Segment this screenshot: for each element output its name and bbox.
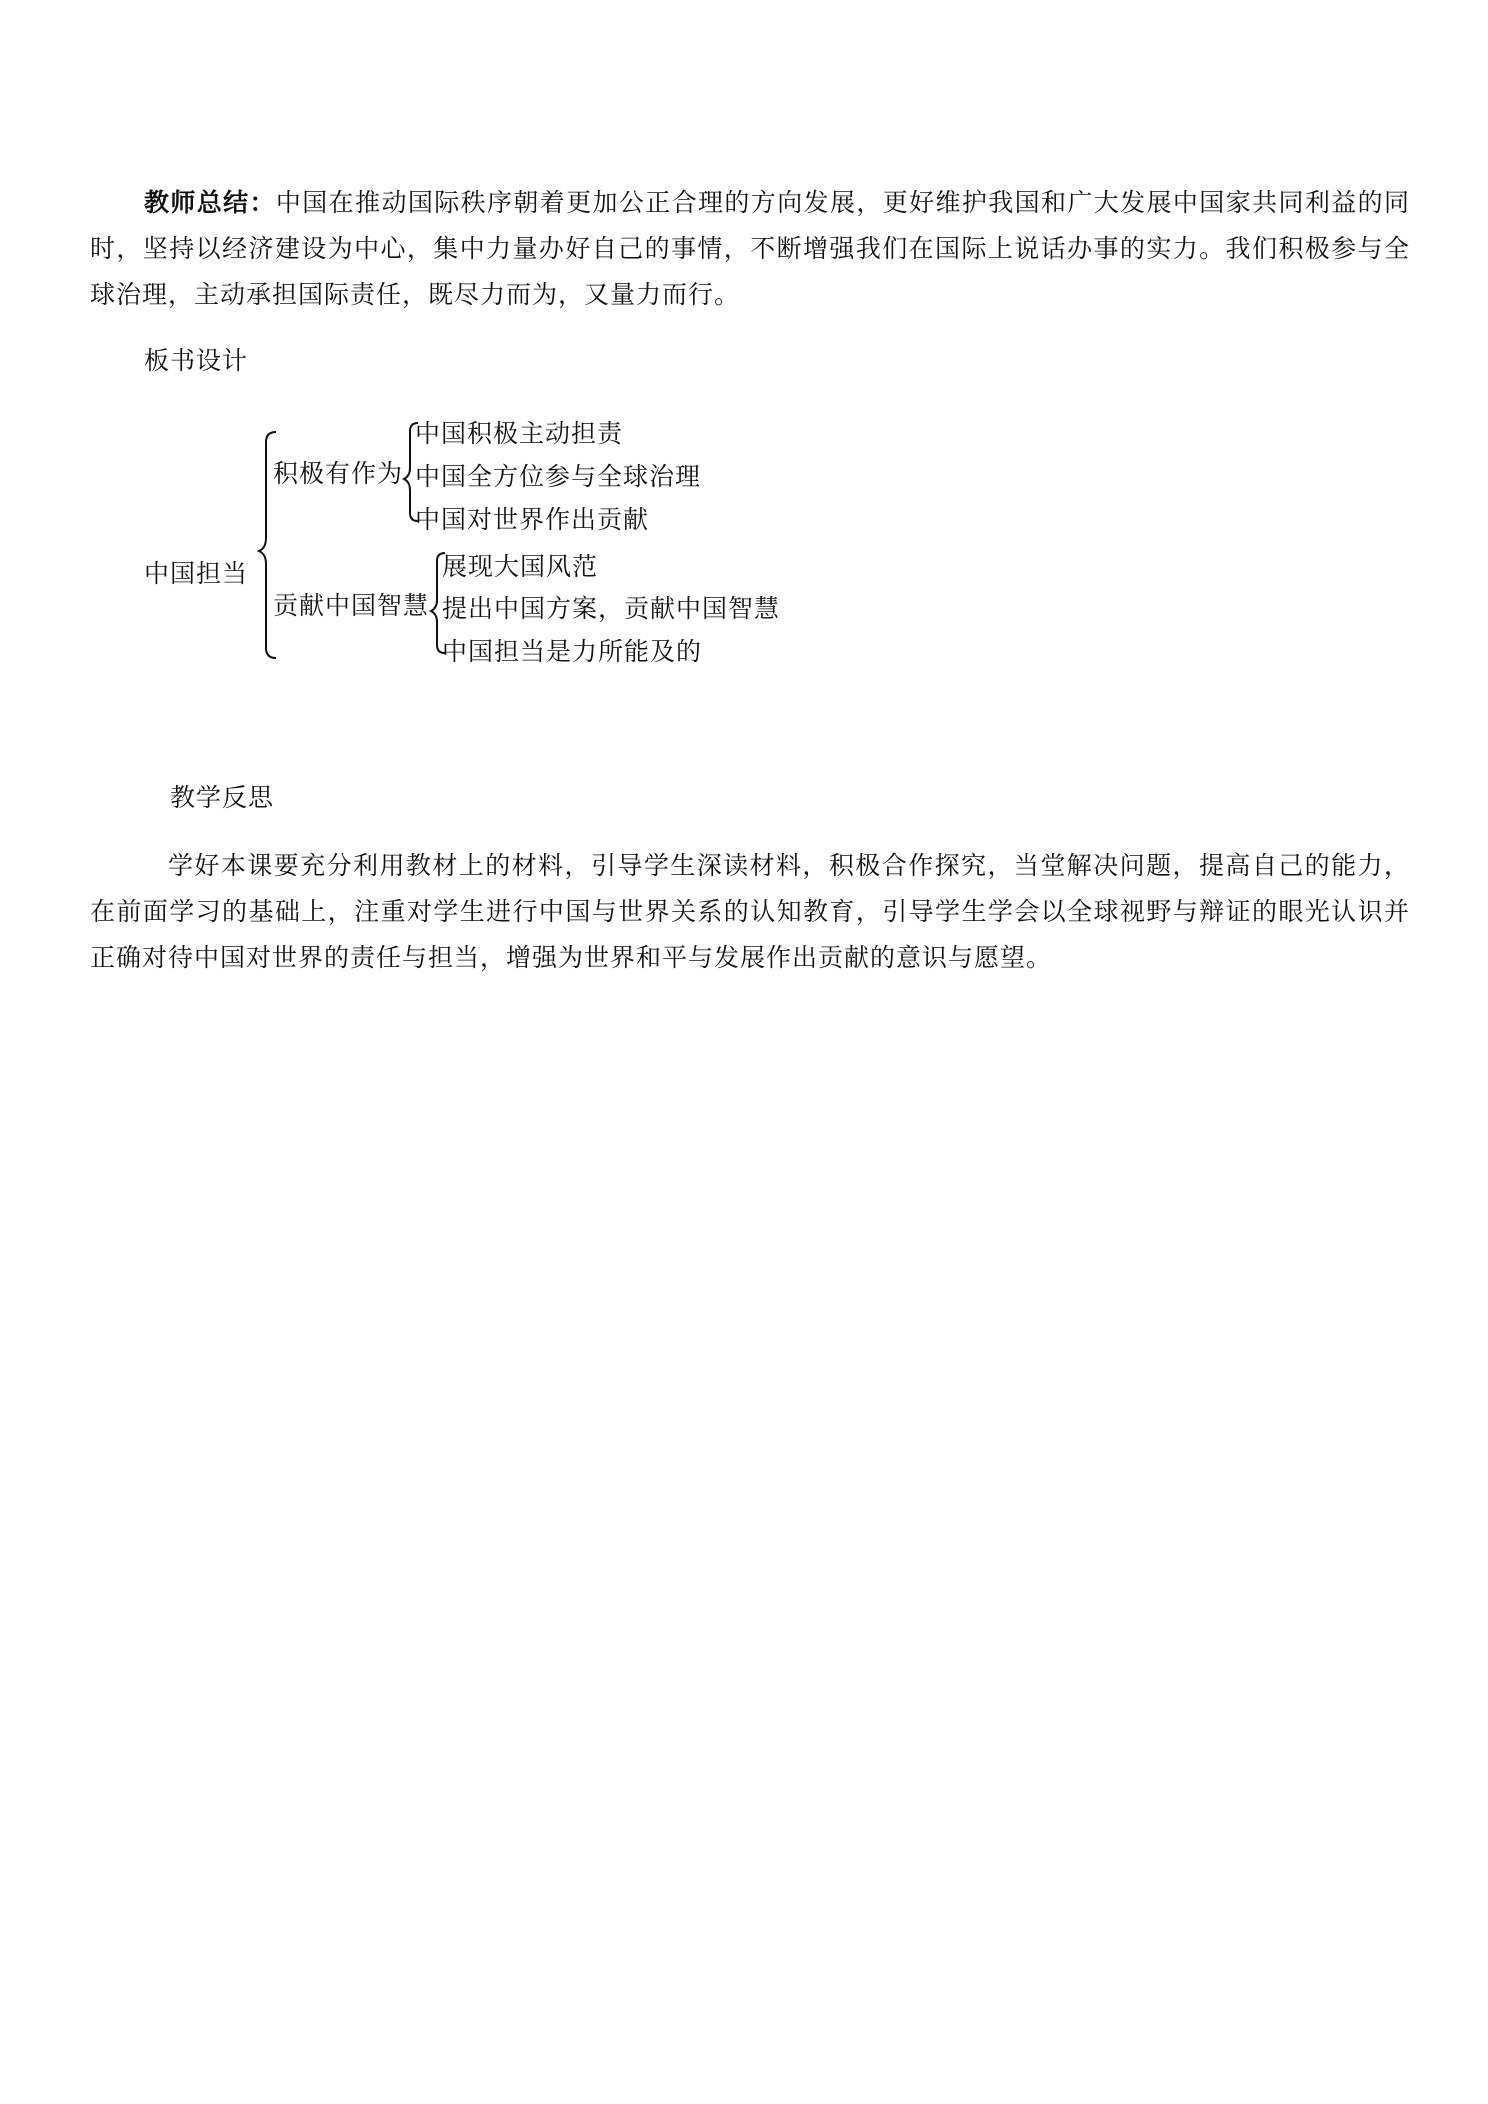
teaching-reflection-heading: 教学反思 xyxy=(170,783,275,812)
branch-1-item-2: 中国全方位参与全球治理 xyxy=(415,462,702,491)
board-design-heading: 板书设计 xyxy=(144,346,249,375)
branch-2-item-1: 展现大国风范 xyxy=(442,552,599,581)
branch-2-label: 贡献中国智慧 xyxy=(273,591,430,620)
branch-1-item-1: 中国积极主动担责 xyxy=(415,419,624,448)
summary-body: 中国在推动国际秩序朝着更加公正合理的方向发展，更好维护我国和广大发展中国家共同利益的同时，坚持以经济建设为中心，集中力量办好自己的事情，不断增强我们在国际上说话办事的实力。我们积极参与全球治理，主动承担国际责任，既尽力而为，又量力而行。 xyxy=(90,188,1410,309)
summary-lead: 教师总结： xyxy=(144,188,276,217)
teaching-reflection-paragraph: 学好本课要充分利用教材上的材料，引导学生深读材料，积极合作探究，当堂解决问题，提高自己的能力，在前面学习的基础上，注重对学生进行中国与世界关系的认知教育，引导学生学会以全球视野与辩证的眼光认识并正确对待中国对世界的责任与担当，增强为世界和平与发展作出贡献的意识与愿望。 xyxy=(90,851,1410,972)
teacher-summary-paragraph xyxy=(90,180,1410,318)
branch-1-label: 积极有作为 xyxy=(273,459,404,488)
board-root: 中国担当 xyxy=(144,559,249,588)
branch-2-item-3: 中国担当是力所能及的 xyxy=(442,637,703,666)
branch-2-item-2: 提出中国方案，贡献中国智慧 xyxy=(442,594,781,623)
branch-1-item-3: 中国对世界作出贡献 xyxy=(415,505,650,534)
